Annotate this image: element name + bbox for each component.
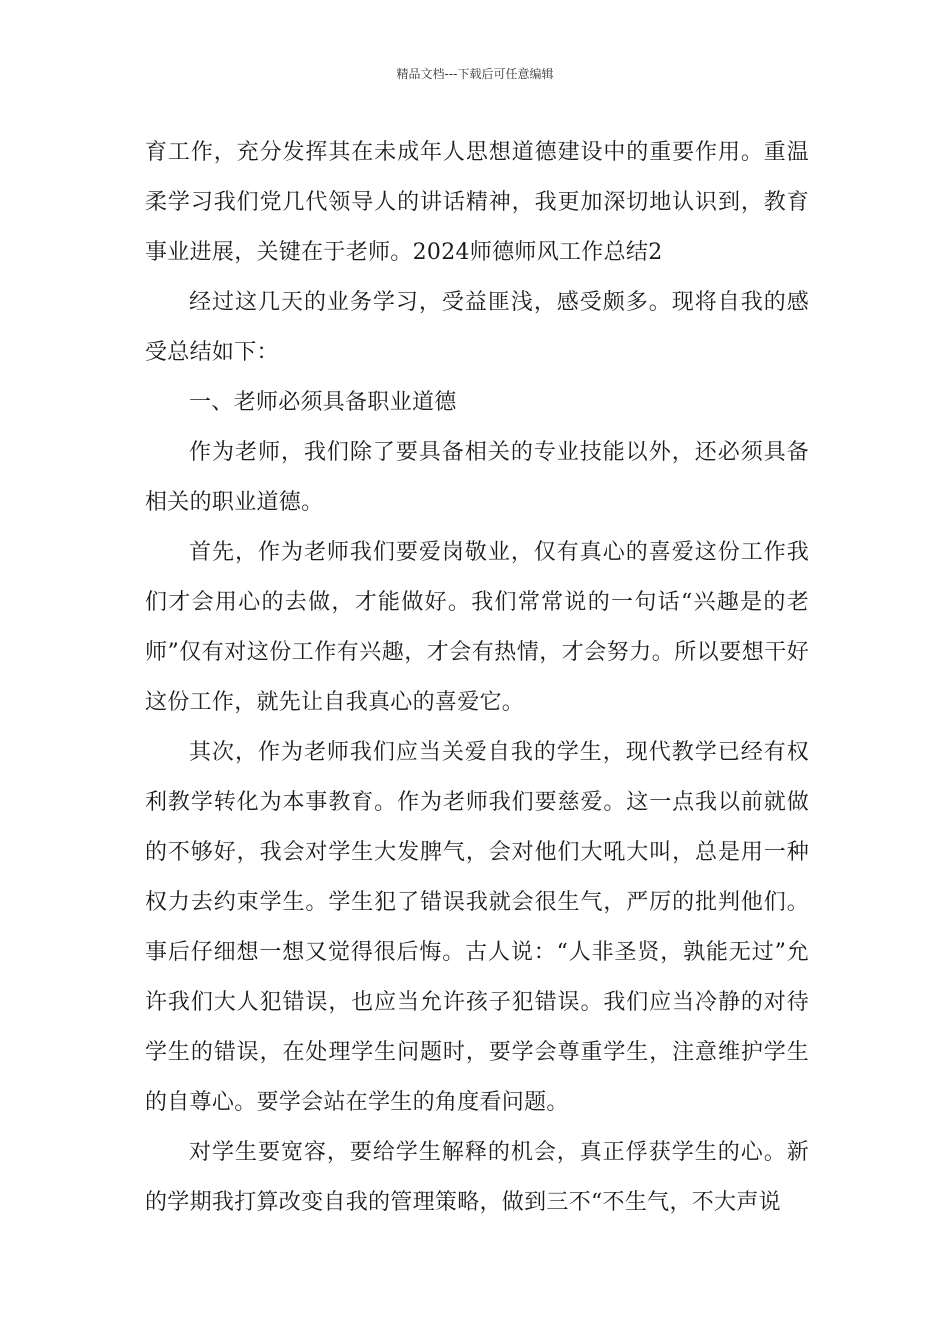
paragraph-tolerance: 对学生要宽容，要给学生解释的机会，真正俘获学生的心。新的学期我打算改变自我的管理策略，做到三不“不生气，不大声说 (145, 1140, 809, 1215)
document-body (145, 128, 809, 1228)
paragraph-ethics: 作为老师，我们除了要具备相关的专业技能以外，还必须具备相关的职业道德。 (145, 440, 809, 515)
paragraph-second: 其次，作为老师我们应当关爱自我的学生，现代教学已经有权利教学转化为本事教育。作为老师我们要慈爱。这一点我以前就做的不够好，我会对学生大发脾气，会对他们大吼大叫，总是用一种权力去约束学生。学生犯了错误我就会很生气，严厉的批判他们。事后仔细想一想又觉得很后悔。古人说：“人非圣贤，孰能无过”允许我们大人犯错误，也应当允许孩子犯错误。我们应当冷静的对待学生的错误，在处理学生问题时，要学会尊重学生，注意维护学生的自尊心。要学会站在学生的角度看问题。 (145, 740, 809, 1115)
section-heading: 一、老师必须具备职业道德 (189, 390, 457, 415)
page-header: 精品文档---下载后可任意编辑 (396, 67, 554, 81)
paragraph-first: 首先，作为老师我们要爱岗敬业，仅有真心的喜爱这份工作我们才会用心的去做，才能做好。我们常常说的一句话“兴趣是的老师”仅有对这份工作有兴趣，才会有热情，才会努力。所以要想干好这份工作，就先让自我真心的喜爱它。 (145, 540, 809, 715)
paragraph-continuation: 育工作，充分发挥其在未成年人思想道德建设中的重要作用。重温柔学习我们党几代领导人的讲话精神，我更加深切地认识到，教育事业进展，关键在于老师。2024师德师风工作总结2 (145, 140, 809, 265)
paragraph-intro: 经过这几天的业务学习，受益匪浅，感受颇多。现将自我的感受总结如下： (145, 290, 809, 365)
